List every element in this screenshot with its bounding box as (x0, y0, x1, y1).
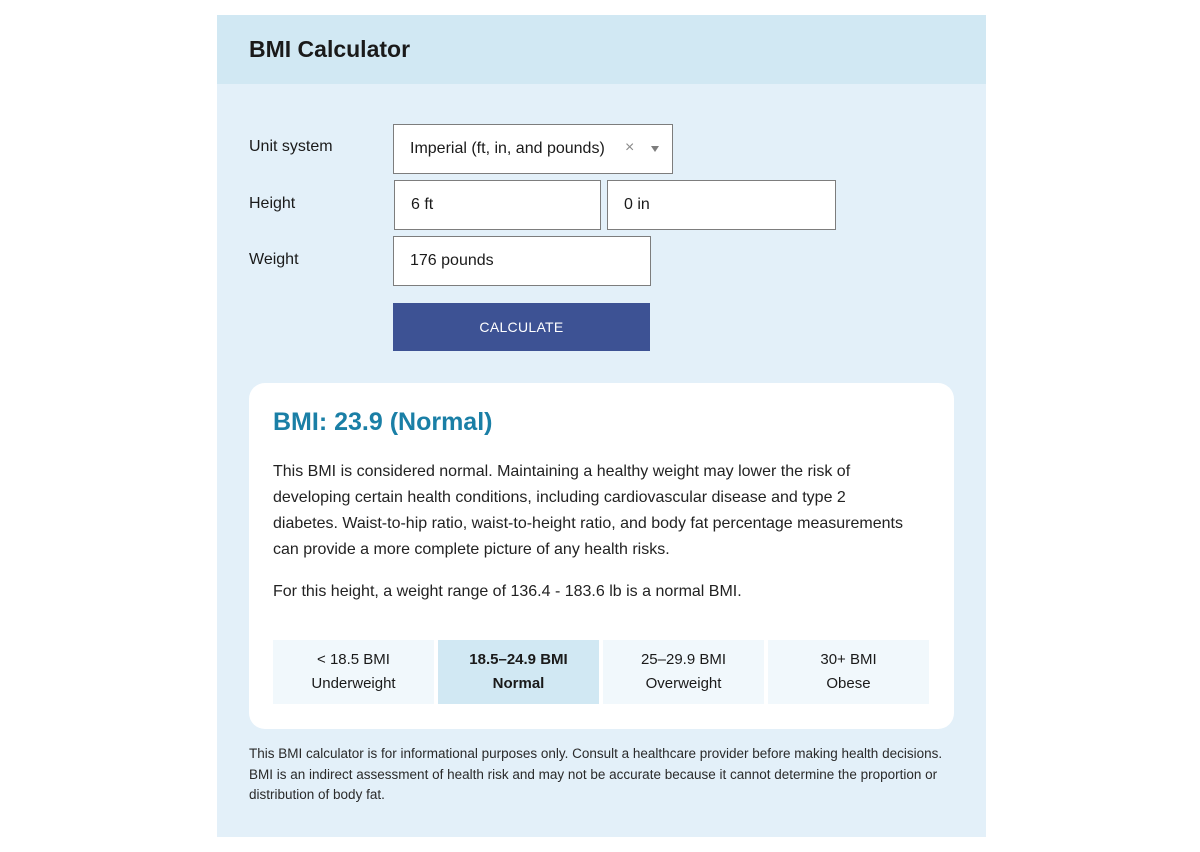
height-feet-input[interactable] (411, 196, 600, 214)
category-name: Obese (826, 675, 871, 692)
unit-system-label: Unit system (249, 138, 333, 155)
category-range: 30+ BMI (820, 651, 877, 668)
disclaimer-text: This BMI calculator is for informational purposes only. Consult a healthcare provider before making health decisions. BMI is an indirect assessment of health risk and may not be accurate because it cannot determine the proportion or distribution of body fat. (249, 746, 943, 802)
clear-icon[interactable]: × (625, 139, 635, 156)
chevron-down-icon[interactable] (651, 146, 659, 152)
result-card (249, 383, 954, 729)
height-inches-input[interactable] (624, 196, 835, 214)
category-range: 25–29.9 BMI (640, 651, 727, 668)
bmi-calculator (217, 15, 986, 837)
bmi-category-scale (273, 640, 929, 704)
height-feet-field[interactable] (394, 180, 601, 230)
calculator-header (217, 15, 986, 84)
category-normal (438, 640, 599, 704)
category-range: 18.5–24.9 BMI (469, 651, 568, 668)
category-name: Underweight (311, 675, 396, 692)
height-label: Height (249, 195, 296, 212)
category-underweight (273, 640, 434, 704)
page-title: BMI Calculator (249, 36, 411, 62)
category-overweight (603, 640, 764, 704)
category-name: Normal (492, 675, 545, 692)
bmi-result-title: BMI: 23.9 (Normal) (273, 408, 493, 436)
unit-system-select[interactable] (393, 124, 673, 174)
bmi-result-description: This BMI is considered normal. Maintaining a healthy weight may lower the risk of developing certain health conditions, including cardiovascular disease and type 2 diabetes. Waist-to-hip ratio, waist-to-height ratio, and body fat percentage measurements can provide a more complete picture of any health risks. (273, 463, 903, 558)
category-obese (768, 640, 929, 704)
healthy-weight-range: For this height, a weight range of 136.4 - 183.6 lb is a normal BMI. (273, 583, 742, 600)
unit-system-value: Imperial (ft, in, and pounds) (410, 140, 605, 157)
height-inches-field[interactable] (607, 180, 836, 230)
category-name: Overweight (645, 675, 722, 692)
calculate-button[interactable]: CALCULATE (393, 303, 650, 351)
weight-label: Weight (249, 251, 299, 268)
weight-input[interactable] (410, 252, 650, 270)
category-range: < 18.5 BMI (317, 651, 390, 668)
weight-field[interactable] (393, 236, 651, 286)
